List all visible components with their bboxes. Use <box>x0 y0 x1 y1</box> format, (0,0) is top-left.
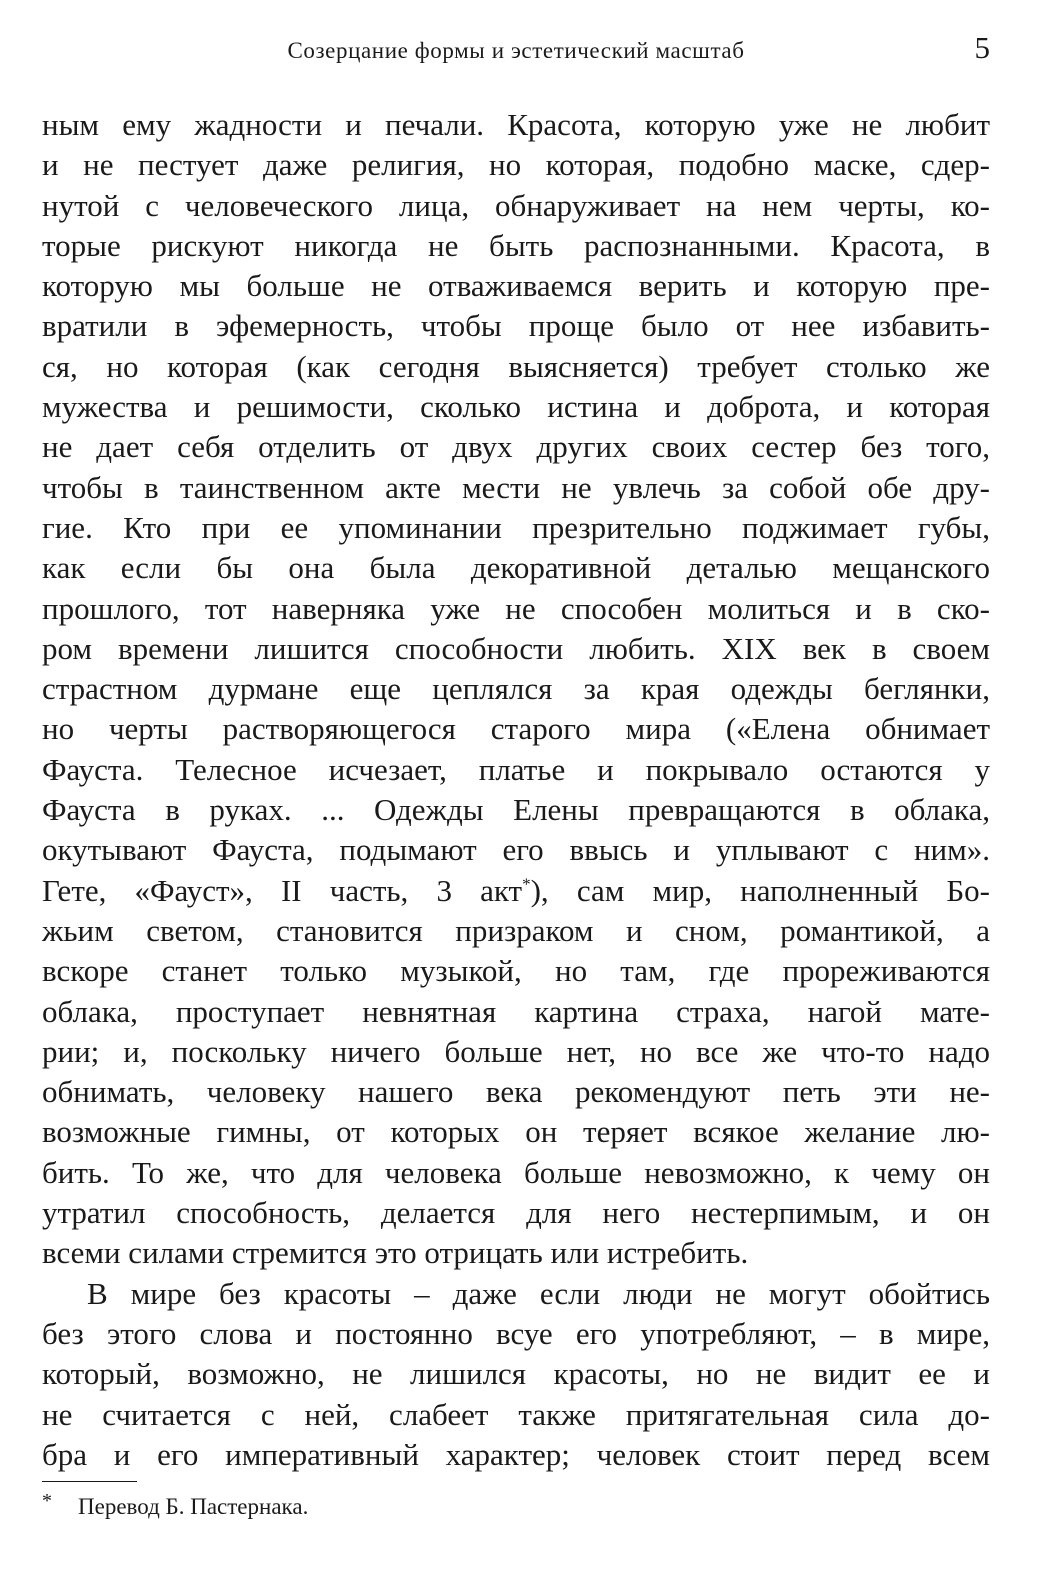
text-line: который, возможно, не лишился красоты, но не видит ее и <box>42 1356 990 1392</box>
text-line: утратил способность, делается для него нестерпимым, и он <box>42 1195 990 1231</box>
footnote-reference: * <box>522 874 531 894</box>
text-line: окутывают Фауста, подымают его ввысь и уплывают с ним». <box>42 832 990 868</box>
text-line: В мире без красоты – даже если люди не могут обойтись <box>87 1275 990 1311</box>
footnote-mark: * <box>42 1490 52 1512</box>
text-line: бить. То же, что для человека больше невозможно, к чему он <box>42 1154 990 1190</box>
text-line: рии; и, поскольку ничего больше нет, но все же что-то надо <box>42 1033 990 1069</box>
text-line: мужества и решимости, сколько истина и доброта, и которая <box>42 389 990 425</box>
text-line: обнимать, человеку нашего века рекомендуют петь эти не- <box>42 1074 990 1110</box>
text-line: торые рискуют никогда не быть распознанными. Красота, в <box>42 227 990 263</box>
text-line: вскоре станет только музыкой, но там, где прореживаются <box>42 953 990 989</box>
text-line: облака, проступает невнятная картина страха, нагой мате- <box>42 993 990 1029</box>
text-line: страстном дурмане еще цеплялся за края одежды беглянки, <box>42 671 990 707</box>
text-line: вратили в эфемерность, чтобы проще было от нее избавить- <box>42 308 990 344</box>
text-line: жьим светом, становится призраком и сном, романтикой, а <box>42 912 990 948</box>
text-line: без этого слова и постоянно всуе его употребляют, – в мире, <box>42 1315 990 1351</box>
text-line: всеми силами стремится это отрицать или истребить. <box>42 1235 749 1271</box>
running-title: Созерцание формы и эстетический масштаб <box>287 38 745 63</box>
text-line: чтобы в таинственном акте мести не увлечь за собой обе дру- <box>42 469 990 505</box>
text-line: и не пестует даже религия, но которая, подобно маске, сдер- <box>42 147 990 183</box>
running-head <box>42 30 990 70</box>
text-line-tail: ), сам мир, наполненный Бо- <box>530 872 990 908</box>
text-line: ным ему жадности и печали. Красота, которую уже не любит <box>42 107 990 142</box>
text-line: как если бы она была декоративной деталью мещанского <box>42 550 990 586</box>
text-line: которую мы больше не отваживаемся верить и которую пре- <box>42 268 990 304</box>
text-line: не считается с ней, слабеет также притягательная сила до- <box>42 1396 990 1432</box>
text-line: гие. Кто при ее упоминании презрительно поджимает губы, <box>42 509 990 545</box>
text-line: ся, но которая (как сегодня выясняется) требует столько же <box>42 348 990 384</box>
text-line: не дает себя отделить от двух других своих сестер без того, <box>42 429 990 465</box>
page-number: 5 <box>974 30 990 65</box>
text-line-with-note <box>42 871 990 911</box>
text-line: но черты растворяющегося старого мира («Елена обнимает <box>42 711 990 747</box>
body-text <box>42 105 990 1475</box>
footnote-divider <box>42 1481 137 1482</box>
text-line: прошлого, тот наверняка уже не способен молиться и в ско- <box>42 590 990 626</box>
text-line: возможные гимны, от которых он теряет всякое желание лю- <box>42 1114 990 1150</box>
text-line: ром времени лишится способности любить. XIX век в своем <box>42 630 990 666</box>
text-line-head: Гете, «Фауст», II часть, 3 акт <box>42 872 523 908</box>
text-line: Фауста в руках. ... Одежды Елены превращаются в облака, <box>42 792 990 828</box>
text-line: бра и его императивный характер; человек стоит перед всем <box>42 1436 990 1472</box>
footnote-text: Перевод Б. Пастернака. <box>78 1494 309 1519</box>
text-line: нутой с человеческого лица, обнаруживает на нем черты, ко- <box>42 187 990 223</box>
text-line: Фауста. Телесное исчезает, платье и покрывало остаются у <box>42 751 990 787</box>
